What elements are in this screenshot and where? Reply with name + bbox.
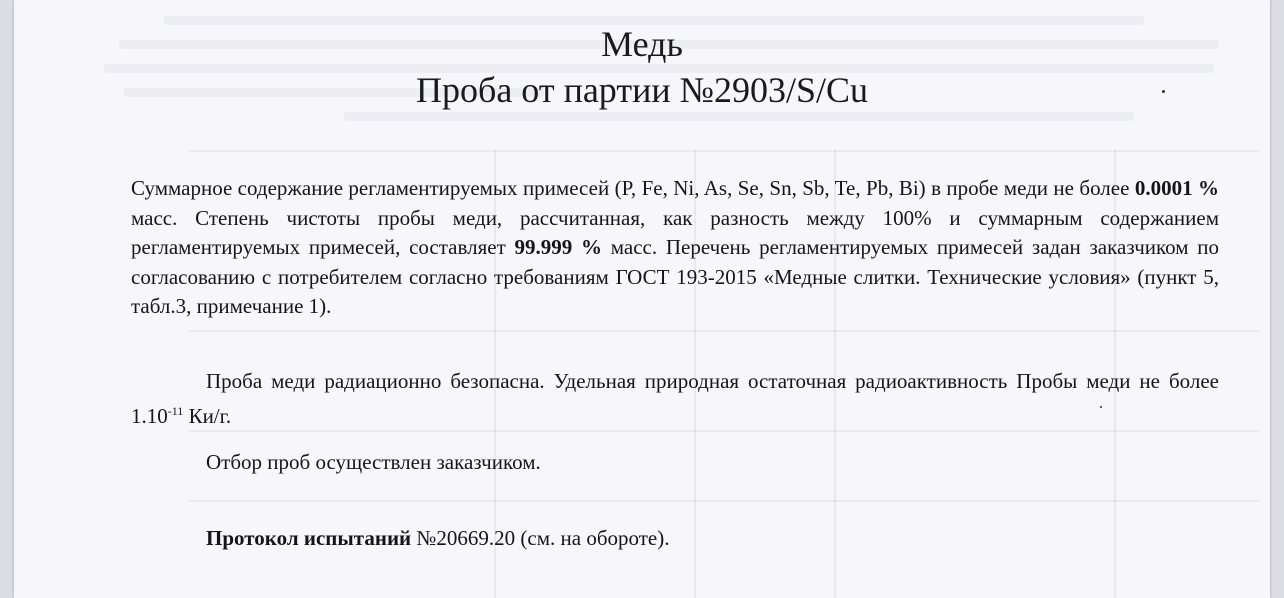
protocol-label: Протокол испытаний (206, 526, 412, 550)
radioactivity-exponent: -11 (167, 403, 184, 418)
bleed-through-table-line (189, 330, 1259, 332)
bleed-through-text (344, 112, 1134, 121)
document-subtitle: Проба от партии №2903/S/Cu (416, 70, 868, 110)
document-page (14, 0, 1270, 598)
impurity-total-value: 0.0001 % (1134, 176, 1219, 200)
purity-value: 99.999 % (514, 235, 603, 259)
bleed-through-table-line (189, 500, 1259, 502)
document-title: Медь (601, 24, 683, 64)
paragraph-protocol: Протокол испытаний №20669.20 (см. на обороте). (206, 526, 670, 550)
paragraph-sampling: Отбор проб осуществлен заказчиком. (206, 450, 541, 474)
paragraph-impurities: Суммарное содержание регламентируемых примесей (P, Fe, Ni, As, Se, Sn, Sb, Te, Pb, Bi) в пробе меди не более 0.0001 % масс. Степень чистоты пробы меди, рассчитанная, как разность между 100% и суммарным содержанием регламентируемых примесей, составляет 99.999 % масс. Перечень регламентируемых примесей задан заказчиком по согласованию с потребителем согласно требованиям ГОСТ 193-2015 «Медные слитки. Технические условия» (пункт 5, табл.3, примечание 1). (131, 176, 1219, 318)
paragraph-radiation: Проба меди радиационно безопасна. Удельная природная остаточная радиоактивность Пробы меди не более $1.10^{-11}$ Ки/г. (131, 369, 1219, 428)
bleed-through-table-line (189, 150, 1259, 152)
